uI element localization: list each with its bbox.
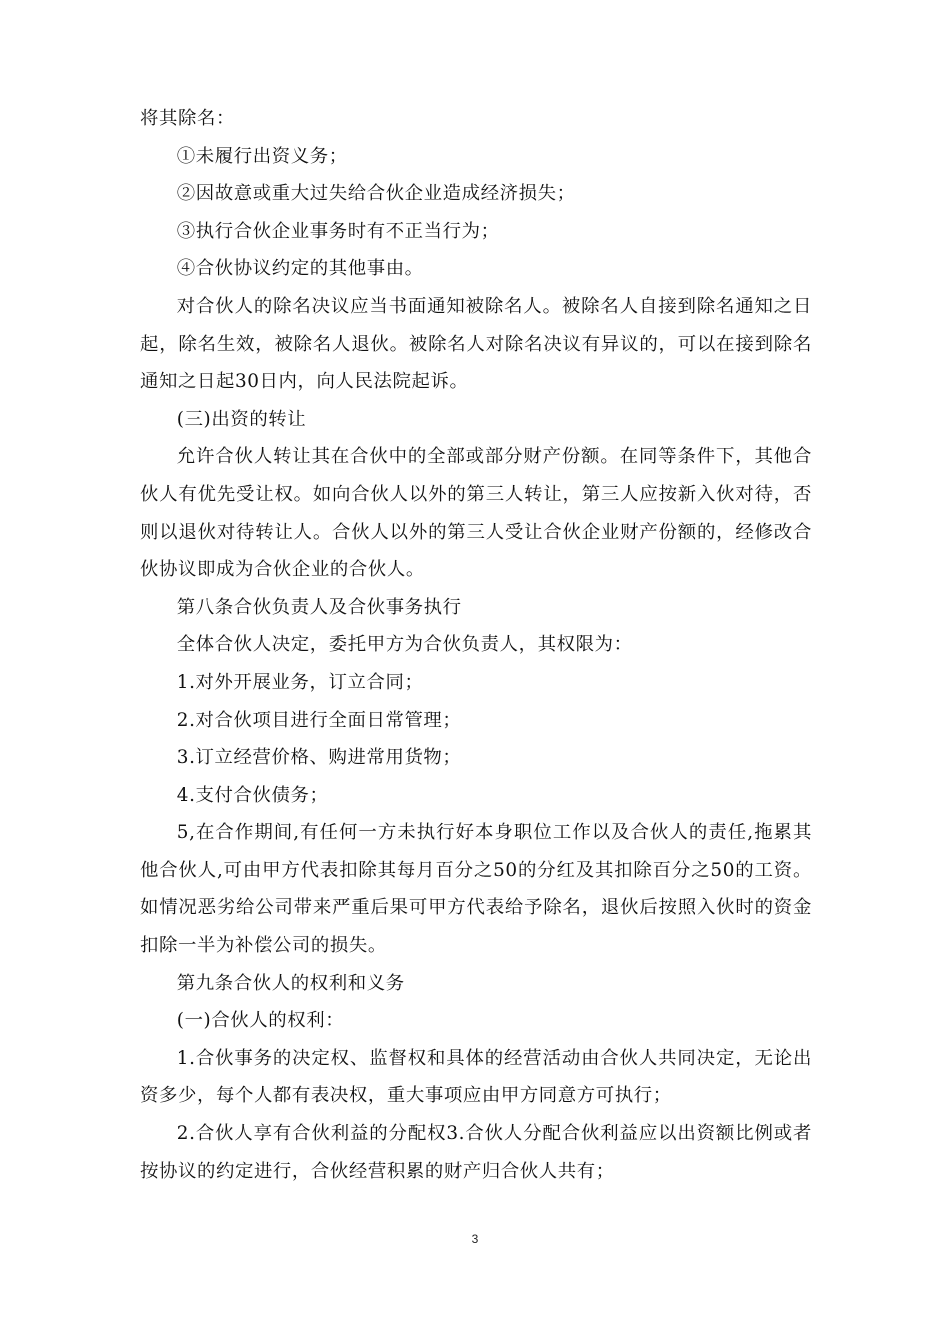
list-item-management: 2.对合伙项目进行全面日常管理； [176, 709, 462, 731]
article-heading-nine: 第九条合伙人的权利和义务 [176, 972, 405, 994]
section-heading-partner-rights: (一)合伙人的权利： [176, 1010, 345, 1032]
list-item-decision-right: 1.合伙事务的决定权、监督权和具体的经营活动由合伙人共同决定，无论出资多少，每个人都有表决权，重大事项应由甲方同意方可执行； [140, 1047, 812, 1107]
list-item-intentional-loss: ②因故意或重大过失给合伙企业造成经济损失； [176, 183, 576, 205]
list-item-unpaid-contribution: ①未履行出资义务； [176, 145, 348, 167]
paragraph-removal-notice: 对合伙人的除名决议应当书面通知被除名人。被除名人自接到除名通知之日起，除名生效，被除名人退伙。被除名人对除名决议有异议的，可以在接到除名通知之日起30日内，向人民法院起诉。 [140, 295, 812, 393]
paragraph-capital-transfer: 允许合伙人转让其在合伙中的全部或部分财产份额。在同等条件下，其他合伙人有优先受让权。如向合伙人以外的第三人转让，第三人应按新入伙对待，否则以退伙对待转让人。合伙人以外的第三人受让合伙企业财产份额的，经修改合伙协议即成为合伙企业的合伙人。 [140, 446, 812, 581]
list-item-debts: 4.支付合伙债务； [176, 784, 329, 806]
list-item-profit-distribution: 2.合伙人享有合伙利益的分配权3.合伙人分配合伙利益应以出资额比例或者按协议的约定进行，合伙经营积累的财产归合伙人共有； [140, 1123, 812, 1182]
article-heading-eight: 第八条合伙负责人及合伙事务执行 [176, 596, 462, 618]
page-number: 3 [471, 1232, 479, 1246]
section-heading-capital-transfer: (三)出资的转让 [176, 408, 307, 430]
list-item-business: 1.对外开展业务，订立合同； [176, 671, 424, 693]
paragraph-penalty: 5,在合作期间,有任何一方未执行好本身职位工作以及合伙人的责任,拖累其他合伙人,可由甲方代表扣除其每月百分之50的分红及其扣除百分之50的工资。如情况恶劣给公司带来严重后果可甲方代表给予除名，退伙后按照入伙时的资金扣除一半为补偿公司的损失。 [140, 822, 812, 957]
list-item-improper-conduct: ③执行合伙企业事务时有不正当行为； [176, 220, 500, 242]
paragraph-removal-intro: 将其除名： [140, 108, 235, 129]
paragraph-authority-intro: 全体合伙人决定，委托甲方为合伙负责人，其权限为： [176, 634, 633, 656]
list-item-pricing: 3.订立经营价格、购进常用货物； [176, 747, 462, 769]
list-item-other-reasons: ④合伙协议约定的其他事由。 [176, 258, 424, 280]
document-body [140, 100, 812, 1190]
